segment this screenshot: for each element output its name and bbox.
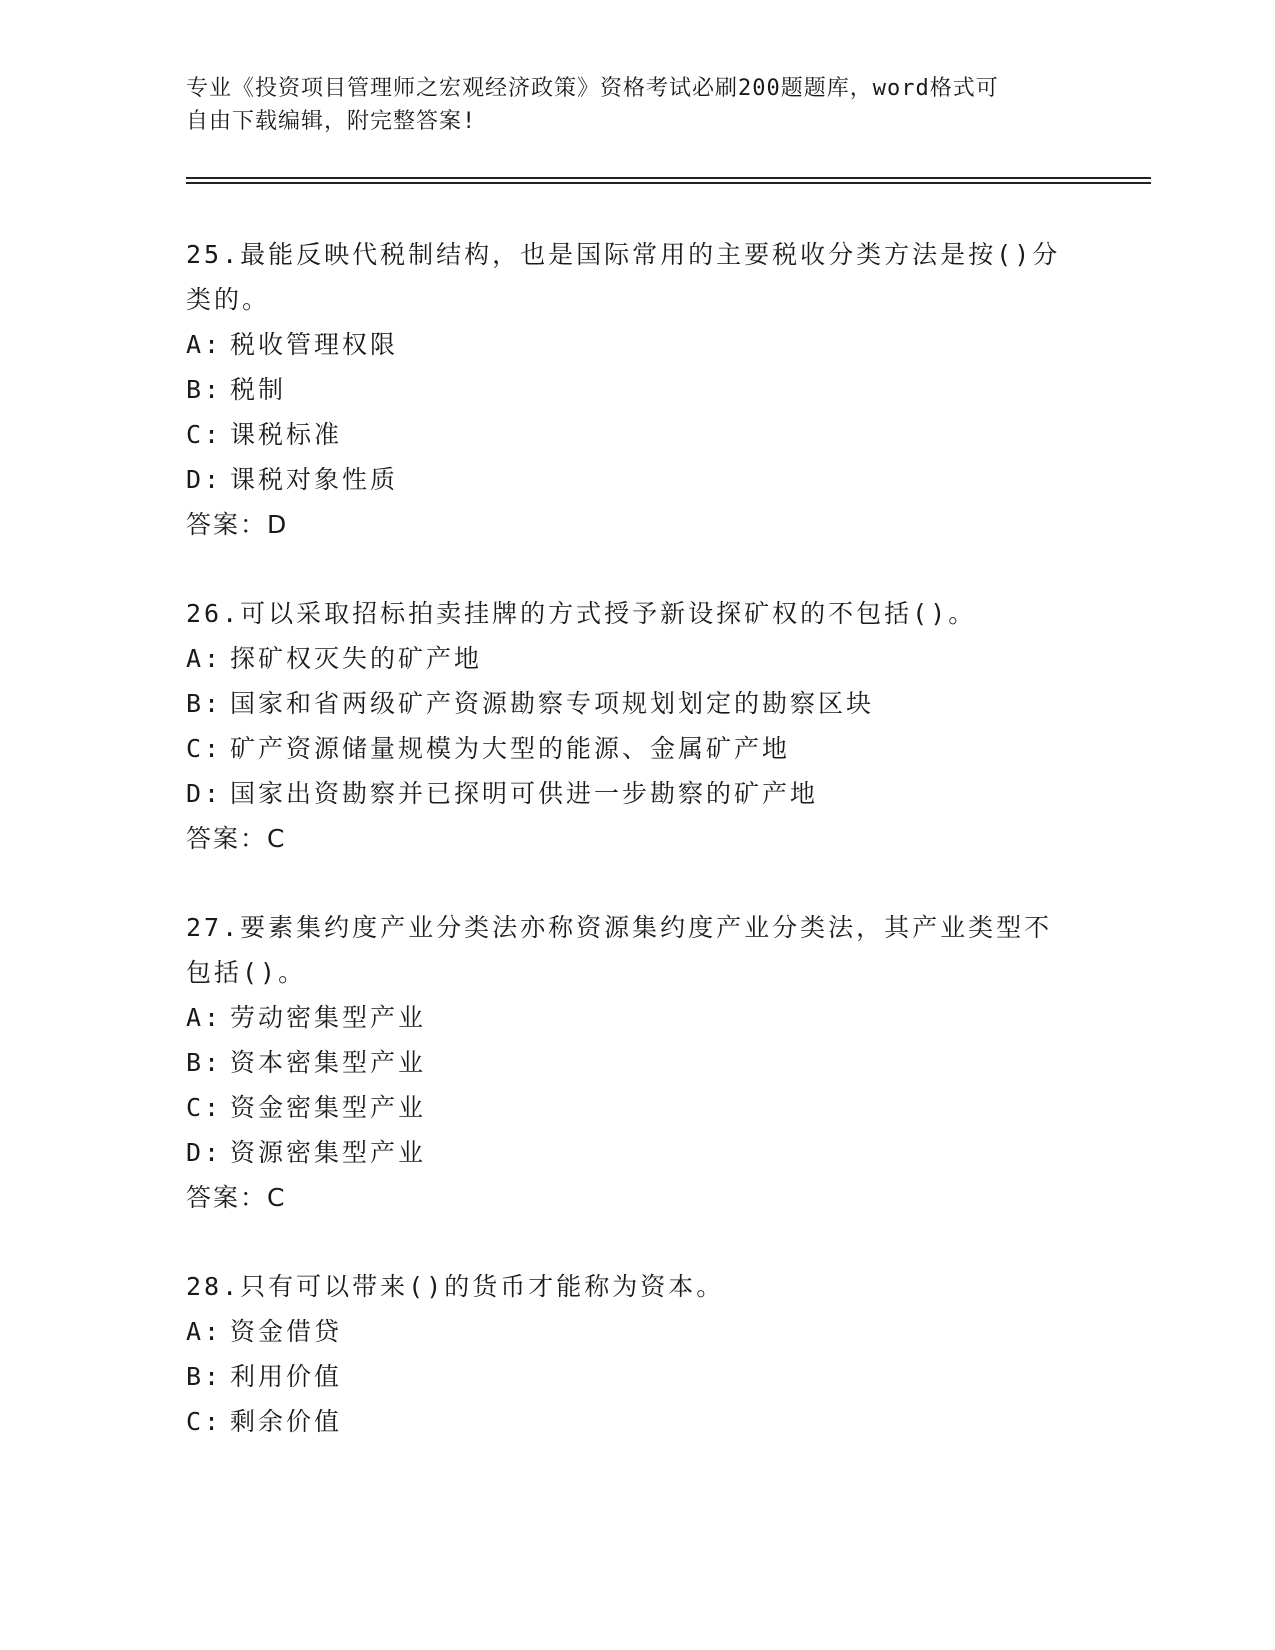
option-letter: C:	[186, 1093, 223, 1122]
option-text: 税制	[230, 375, 287, 404]
answer-line: 答案：C	[186, 1183, 287, 1212]
option-letter: C:	[186, 734, 223, 763]
option-a	[186, 995, 1066, 1040]
option-text: 资金借贷	[230, 1317, 343, 1346]
option-text: 课税对象性质	[230, 465, 399, 494]
option-text: 劳动密集型产业	[230, 1003, 427, 1032]
option-letter: D:	[186, 1138, 223, 1167]
question-stem: 26.可以采取招标拍卖挂牌的方式授予新设探矿权的不包括()。	[186, 599, 977, 628]
option-letter: A:	[186, 1003, 223, 1032]
option-d	[186, 771, 1066, 816]
question-stem: 28.只有可以带来()的货币才能称为资本。	[186, 1272, 725, 1301]
option-letter: D:	[186, 465, 223, 494]
option-text: 国家和省两级矿产资源勘察专项规划划定的勘察区块	[230, 689, 875, 718]
option-letter: B:	[186, 689, 223, 718]
answer-line: 答案：C	[186, 824, 287, 853]
option-letter: B:	[186, 1362, 223, 1391]
option-text: 资金密集型产业	[230, 1093, 427, 1122]
option-letter: A:	[186, 1317, 223, 1346]
question-list	[186, 232, 1066, 1488]
option-letter: C:	[186, 420, 223, 449]
option-text: 矿产资源储量规模为大型的能源、金属矿产地	[230, 734, 791, 763]
option-letter: A:	[186, 330, 223, 359]
question-stem: 25.最能反映代税制结构，也是国际常用的主要税收分类方法是按()分类的。	[186, 240, 1061, 314]
option-text: 利用价值	[230, 1362, 343, 1391]
option-a	[186, 636, 1066, 681]
option-b	[186, 367, 1066, 412]
option-c	[186, 726, 1066, 771]
header-line-2: 自由下载编辑，附完整答案!	[186, 109, 477, 134]
option-c	[186, 1085, 1066, 1130]
option-c	[186, 1399, 1066, 1444]
answer-line: 答案：D	[186, 510, 289, 539]
question-stem: 27.要素集约度产业分类法亦称资源集约度产业分类法，其产业类型不包括()。	[186, 913, 1053, 987]
option-b	[186, 681, 1066, 726]
question-26	[186, 591, 1066, 861]
option-letter: C:	[186, 1407, 223, 1436]
question-28	[186, 1264, 1066, 1444]
option-text: 资源密集型产业	[230, 1138, 427, 1167]
option-d	[186, 1130, 1066, 1175]
option-text: 税收管理权限	[230, 330, 399, 359]
option-text: 资本密集型产业	[230, 1048, 427, 1077]
option-letter: D:	[186, 779, 223, 808]
option-a	[186, 1309, 1066, 1354]
header-divider-top	[186, 177, 1151, 179]
option-a	[186, 322, 1066, 367]
question-27	[186, 905, 1066, 1220]
option-b	[186, 1040, 1066, 1085]
option-text: 课税标准	[230, 420, 343, 449]
option-letter: B:	[186, 1048, 223, 1077]
document-header	[186, 72, 1066, 138]
option-text: 探矿权灭失的矿产地	[230, 644, 483, 673]
header-line-1: 专业《投资项目管理师之宏观经济政策》资格考试必刷200题题库，word格式可	[186, 76, 999, 101]
option-letter: A:	[186, 644, 223, 673]
question-25	[186, 232, 1066, 547]
option-d	[186, 457, 1066, 502]
option-b	[186, 1354, 1066, 1399]
option-c	[186, 412, 1066, 457]
option-text: 国家出资勘察并已探明可供进一步勘察的矿产地	[230, 779, 819, 808]
option-text: 剩余价值	[230, 1407, 343, 1436]
option-letter: B:	[186, 375, 223, 404]
header-divider-bottom	[186, 182, 1151, 184]
